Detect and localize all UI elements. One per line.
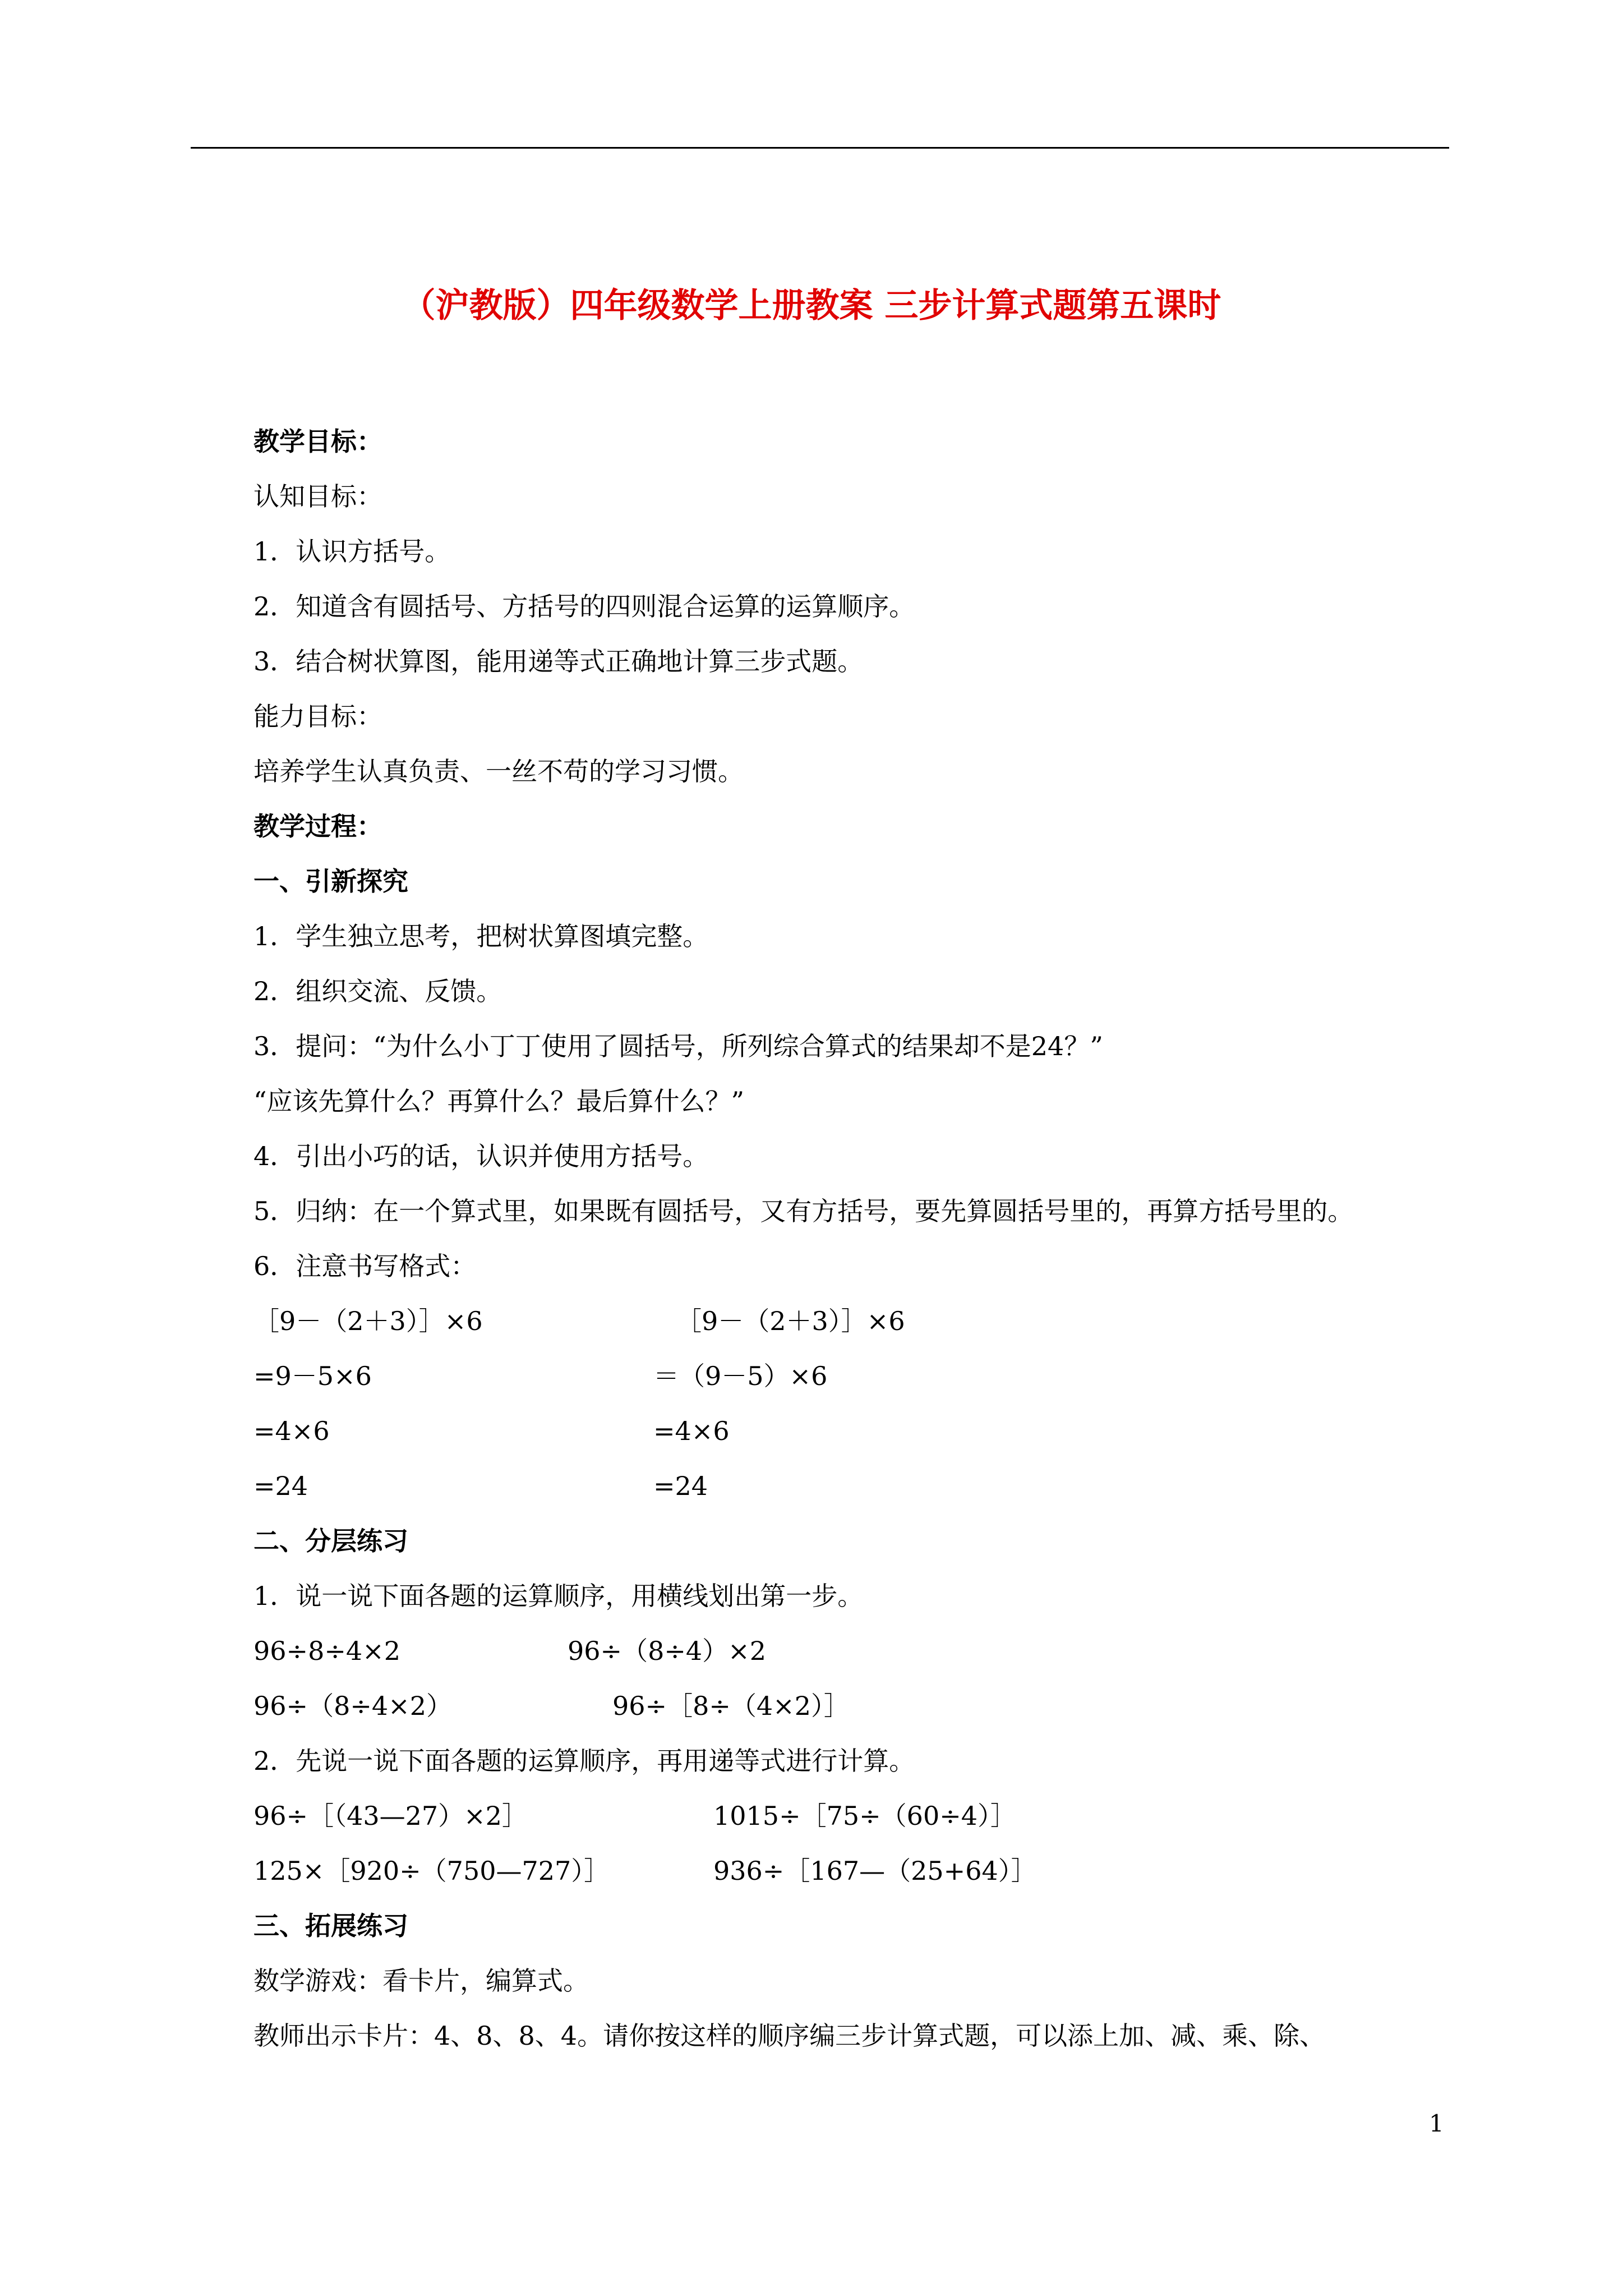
process-item-4: 4．引出小巧的话，认识并使用方括号。	[253, 1141, 709, 1171]
format-left-line-2: =9－5×6	[253, 1361, 372, 1391]
extension-text-2: 教师出示卡片：4、8、8、4。请你按这样的顺序编三步计算式题，可以添上加、减、乘、除、	[253, 2021, 1326, 2051]
ability-goals-label: 能力目标：	[253, 701, 382, 731]
page-title: （沪教版）四年级数学上册教案 三步计算式题第五课时	[402, 286, 1221, 325]
exercise-2c: 125×［920÷（750—727）］	[253, 1856, 610, 1886]
exercise-question-2: 2．先说一说下面各题的运算顺序，再用递等式进行计算。	[253, 1746, 915, 1776]
exercise-2d: 936÷［167—（25+64）］	[713, 1856, 1037, 1886]
exercise-2b: 1015÷［75÷（60÷4）］	[713, 1801, 1017, 1831]
section-heading-1: 一、引新探究	[253, 866, 408, 896]
ability-goal-text: 培养学生认真负责、一丝不苟的学习习惯。	[253, 756, 744, 786]
page-number: 1	[1429, 2110, 1444, 2137]
heading-teaching-goals: 教学目标：	[253, 426, 382, 457]
format-right-line-1: ［9－（2＋3）］×6	[676, 1306, 905, 1336]
format-left-line-3: =4×6	[253, 1416, 330, 1446]
exercise-1c: 96÷（8÷4×2）	[253, 1691, 452, 1721]
exercise-1a: 96÷8÷4×2	[253, 1636, 400, 1666]
process-item-2: 2．组织交流、反馈。	[253, 976, 502, 1006]
section-heading-2: 二、分层练习	[253, 1526, 408, 1556]
format-left-line-1: ［9－（2＋3）］×6	[253, 1306, 483, 1336]
format-left-line-4: =24	[253, 1471, 308, 1501]
section-heading-3: 三、拓展练习	[253, 1911, 408, 1941]
exercise-1d: 96÷［8÷（4×2）］	[612, 1691, 850, 1721]
exercise-1b: 96÷（8÷4）×2	[568, 1636, 766, 1666]
process-item-5: 5．归纳：在一个算式里，如果既有圆括号，又有方括号，要先算圆括号里的，再算方括号里的。	[253, 1196, 1354, 1226]
goal-item-1: 1．认识方括号。	[253, 536, 451, 567]
process-item-3-question: “应该先算什么？再算什么？最后算什么？”	[253, 1086, 745, 1116]
header-rule	[191, 147, 1449, 149]
process-item-3: 3．提问：“为什么小丁丁使用了圆括号，所列综合算式的结果却不是24？”	[253, 1031, 1103, 1061]
exercise-question-1: 1．说一说下面各题的运算顺序，用横线划出第一步。	[253, 1581, 864, 1611]
goal-item-2: 2．知道含有圆括号、方括号的四则混合运算的运算顺序。	[253, 591, 915, 622]
cognitive-goals-label: 认知目标：	[253, 481, 382, 512]
process-item-1: 1．学生独立思考，把树状算图填完整。	[253, 921, 709, 951]
process-item-6: 6．注意书写格式：	[253, 1251, 477, 1281]
format-right-line-3: =4×6	[653, 1416, 730, 1446]
extension-text-1: 数学游戏：看卡片，编算式。	[253, 1966, 589, 1996]
format-right-line-2: ＝（9－5）×6	[653, 1361, 828, 1391]
goal-item-3: 3．结合树状算图，能用递等式正确地计算三步式题。	[253, 646, 864, 677]
exercise-2a: 96÷［（43—27）×2］	[253, 1801, 528, 1831]
heading-teaching-process: 教学过程：	[253, 811, 382, 841]
format-right-line-4: =24	[653, 1471, 708, 1501]
